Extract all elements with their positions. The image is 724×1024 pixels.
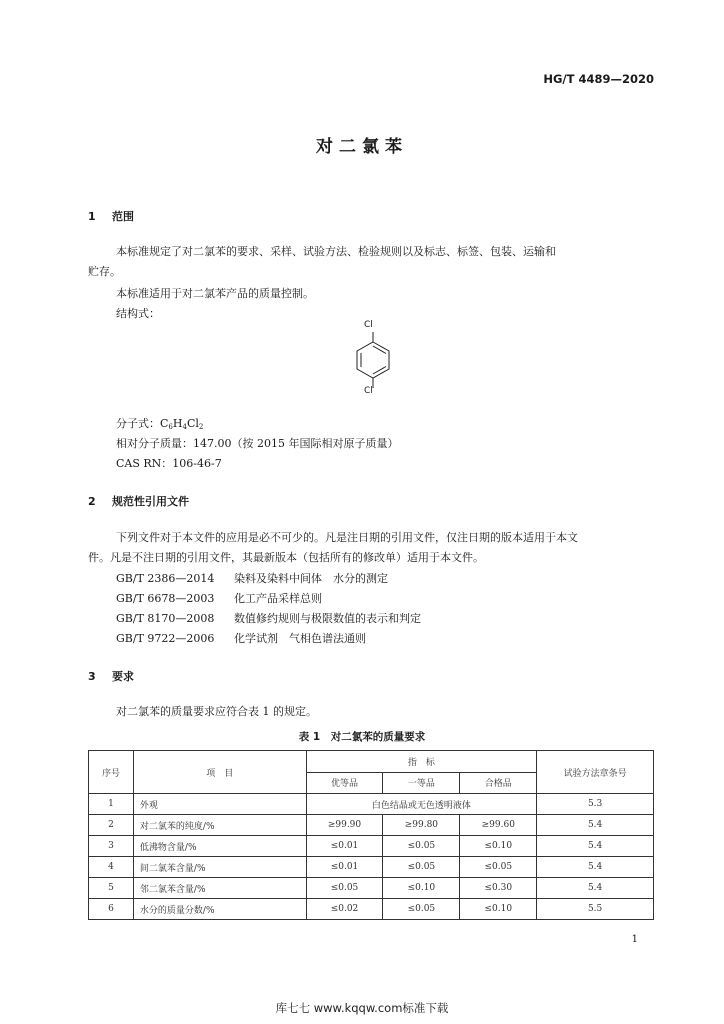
reference-item bbox=[116, 569, 388, 589]
cell-no: 2 bbox=[89, 815, 134, 836]
cell-grade-qualified: ≤0.10 bbox=[460, 836, 537, 857]
chlorine-top-label: Cl bbox=[364, 320, 373, 330]
cell-item: 水分的质量分数/% bbox=[133, 899, 306, 920]
header-index: 指 标 bbox=[306, 751, 537, 773]
cell-item: 对二氯苯的纯度/% bbox=[133, 815, 306, 836]
cell-method: 5.4 bbox=[537, 836, 654, 857]
scope-line-1: 本标准规定了对二氯苯的要求、采样、试验方法、检验规则以及标志、标签、包装、运输和 bbox=[116, 245, 556, 258]
benzene-ring-structure bbox=[344, 330, 404, 390]
requirements-paragraph: 对二氯苯的质量要求应符合表 1 的规定。 bbox=[116, 705, 317, 718]
scope-applicability: 本标准适用于对二氯苯产品的质量控制。 bbox=[116, 287, 314, 300]
formula-h: H bbox=[172, 417, 183, 430]
formula-cl-subscript: 2 bbox=[198, 423, 204, 431]
header-grade-first: 一等品 bbox=[383, 772, 460, 794]
reference-code: GB/T 8170—2008 bbox=[116, 612, 215, 625]
cas-number: CAS RN：106-46-7 bbox=[116, 457, 222, 470]
cell-grade-first: ≤0.10 bbox=[383, 878, 460, 899]
molecular-mass: 相对分子质量：147.00（按 2015 年国际相对原子质量） bbox=[116, 437, 399, 450]
section-3-heading bbox=[88, 668, 134, 684]
cell-item: 间二氯苯含量/% bbox=[133, 857, 306, 878]
cell-grade-qualified: ≤0.10 bbox=[460, 899, 537, 920]
reference-title: 染料及染料中间体 水分的测定 bbox=[234, 572, 388, 585]
cell-item: 邻二氯苯含量/% bbox=[133, 878, 306, 899]
cell-no: 5 bbox=[89, 878, 134, 899]
table-row bbox=[89, 857, 654, 878]
cell-method: 5.4 bbox=[537, 815, 654, 836]
table-row bbox=[89, 815, 654, 836]
table-row bbox=[89, 878, 654, 899]
cell-no: 4 bbox=[89, 857, 134, 878]
section-number: 2 bbox=[88, 495, 96, 508]
section-number: 3 bbox=[88, 670, 96, 683]
section-title: 规范性引用文件 bbox=[112, 495, 189, 508]
cell-grade-qualified: ≥99.60 bbox=[460, 815, 537, 836]
reference-code: GB/T 6678—2003 bbox=[116, 592, 215, 605]
section-title: 范围 bbox=[112, 210, 134, 223]
cell-merged: 白色结晶或无色透明液体 bbox=[306, 794, 537, 815]
cell-method: 5.5 bbox=[537, 899, 654, 920]
chlorine-bottom-label: Cl bbox=[364, 386, 373, 396]
cell-grade-superior: ≤0.05 bbox=[306, 878, 383, 899]
reference-item bbox=[116, 629, 366, 649]
cell-no: 6 bbox=[89, 899, 134, 920]
section-number: 1 bbox=[88, 210, 96, 223]
table-caption: 表 1 对二氯苯的质量要求 bbox=[298, 731, 426, 743]
section-2-heading bbox=[88, 493, 189, 509]
table-row bbox=[89, 836, 654, 857]
table-row bbox=[89, 899, 654, 920]
normative-paragraph-line-1: 下列文件对于本文件的应用是必不可少的。凡是注日期的引用文件，仅注日期的版本适用于本文 bbox=[116, 531, 578, 544]
header-grade-qualified: 合格品 bbox=[460, 772, 537, 794]
reference-title: 数值修约规则与极限数值的表示和判定 bbox=[234, 612, 421, 625]
section-1-heading bbox=[88, 208, 134, 224]
reference-item bbox=[116, 609, 421, 629]
normative-paragraph-line-2: 件。凡是不注日期的引用文件，其最新版本（包括所有的修改单）适用于本文件。 bbox=[88, 551, 484, 564]
table-header-row bbox=[89, 751, 654, 773]
cell-method: 5.4 bbox=[537, 878, 654, 899]
cell-no: 1 bbox=[89, 794, 134, 815]
reference-code: GB/T 2386—2014 bbox=[116, 572, 215, 585]
reference-title: 化工产品采样总则 bbox=[234, 592, 322, 605]
cell-grade-qualified: ≤0.05 bbox=[460, 857, 537, 878]
reference-code: GB/T 9722—2006 bbox=[116, 632, 215, 645]
cell-grade-first: ≥99.80 bbox=[383, 815, 460, 836]
cell-grade-first: ≤0.05 bbox=[383, 857, 460, 878]
header-no: 序号 bbox=[89, 751, 134, 794]
table-row bbox=[89, 794, 654, 815]
cell-grade-first: ≤0.05 bbox=[383, 899, 460, 920]
reference-item bbox=[116, 589, 322, 609]
cell-grade-qualified: ≤0.30 bbox=[460, 878, 537, 899]
cell-method: 5.4 bbox=[537, 857, 654, 878]
formula-cl: Cl bbox=[186, 417, 199, 430]
scope-line-2: 贮存。 bbox=[88, 265, 121, 278]
cell-method: 5.3 bbox=[537, 794, 654, 815]
header-method: 试验方法章条号 bbox=[537, 751, 654, 794]
cell-item: 外观 bbox=[133, 794, 306, 815]
reference-title: 化学试剂 气相色谱法通则 bbox=[234, 632, 366, 645]
section-title: 要求 bbox=[112, 670, 134, 683]
formula-c: C bbox=[160, 417, 169, 430]
structure-label: 结构式： bbox=[116, 307, 160, 320]
page-number: 1 bbox=[631, 934, 638, 945]
cell-grade-superior: ≤0.01 bbox=[306, 836, 383, 857]
formula-h-subscript: 4 bbox=[182, 423, 187, 431]
quality-requirements-table bbox=[88, 750, 654, 920]
cell-grade-first: ≤0.05 bbox=[383, 836, 460, 857]
formula-c-subscript: 6 bbox=[168, 423, 173, 431]
document-title: 对二氯苯 bbox=[316, 137, 408, 157]
standard-code: HG/T 4489—2020 bbox=[543, 72, 654, 86]
cell-grade-superior: ≤0.01 bbox=[306, 857, 383, 878]
cell-grade-superior: ≥99.90 bbox=[306, 815, 383, 836]
footer-watermark: 库七七 www.kqqw.com标准下载 bbox=[275, 1001, 449, 1015]
cell-grade-superior: ≤0.02 bbox=[306, 899, 383, 920]
header-item: 项 目 bbox=[133, 751, 306, 794]
header-grade-superior: 优等品 bbox=[306, 772, 383, 794]
cell-item: 低沸物含量/% bbox=[133, 836, 306, 857]
cell-no: 3 bbox=[89, 836, 134, 857]
scope-paragraph bbox=[88, 242, 658, 262]
formula-label: 分子式： bbox=[116, 417, 160, 430]
